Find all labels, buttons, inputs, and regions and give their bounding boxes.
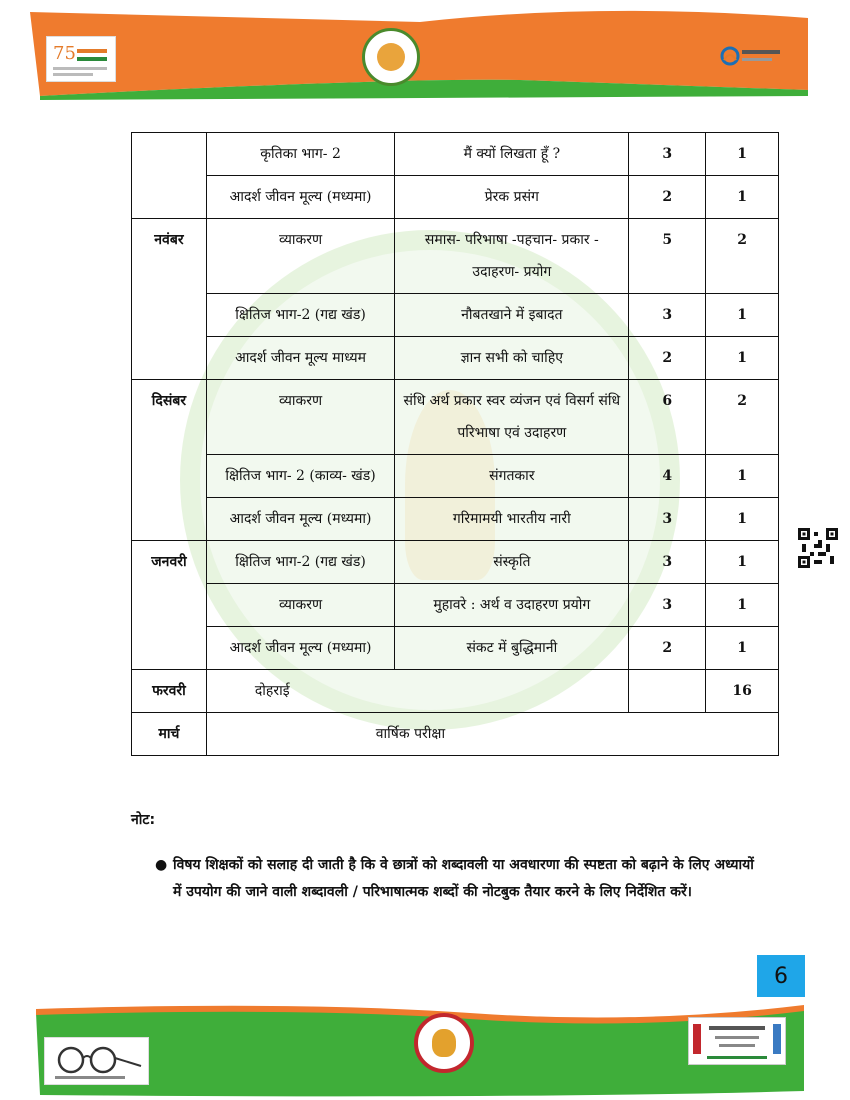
table-row-exam: [132, 713, 779, 756]
topic-cell: गरिमामयी भारतीय नारी: [395, 498, 629, 541]
right-to-education-logo: [688, 1017, 786, 1065]
book-cell: क्षितिज भाग-2 (गद्य खंड): [206, 541, 394, 584]
topic-cell: मैं क्यों लिखता हूँ ?: [395, 133, 629, 176]
book-cell: आदर्श जीवन मूल्य माध्यम: [206, 337, 394, 380]
book-cell: क्षितिज भाग-2 (गद्य खंड): [206, 294, 394, 337]
table-row: [132, 219, 779, 294]
syllabus-table: [131, 132, 779, 756]
periods-cell: 2: [629, 337, 706, 380]
marks-cell: 1: [706, 498, 779, 541]
table-row: [132, 294, 779, 337]
page-number-badge: 6: [757, 955, 805, 997]
table-row: [132, 133, 779, 176]
periods-cell: 3: [629, 541, 706, 584]
marks-cell: 1: [706, 455, 779, 498]
azadi-amrit-mahotsav-logo: [46, 36, 116, 82]
qr-code-icon: [798, 528, 838, 568]
header-banner: [0, 0, 850, 100]
marks-cell: 2: [706, 219, 779, 294]
svg-text:75: 75: [53, 43, 76, 64]
book-cell: आदर्श जीवन मूल्य (मध्यमा): [206, 176, 394, 219]
periods-cell: 3: [629, 294, 706, 337]
beti-bachao-logo: [414, 1013, 474, 1073]
topic-cell: संधि अर्थ प्रकार स्वर व्यंजन एवं विसर्ग संधि परिभाषा एवं उदाहरण: [395, 380, 629, 455]
school-board-emblem: [362, 28, 420, 86]
month-cell: [132, 133, 207, 219]
book-cell: क्षितिज भाग- 2 (काव्य- खंड): [206, 455, 394, 498]
periods-cell: 4: [629, 455, 706, 498]
exam-label: वार्षिक परीक्षा: [206, 713, 778, 756]
table-row: [132, 337, 779, 380]
topic-cell: संगतकार: [395, 455, 629, 498]
table-row: [132, 584, 779, 627]
periods-cell: 6: [629, 380, 706, 455]
periods-cell: 2: [629, 176, 706, 219]
swachh-bharat-logo: [44, 1037, 149, 1085]
month-cell: जनवरी: [132, 541, 207, 670]
marks-cell: 1: [706, 337, 779, 380]
topic-cell: मुहावरे : अर्थ व उदाहरण प्रयोग: [395, 584, 629, 627]
note-item: [155, 852, 755, 906]
month-cell: फरवरी: [132, 670, 207, 713]
note-label: नोट:: [131, 812, 156, 828]
marks-cell: 2: [706, 380, 779, 455]
table-row: [132, 498, 779, 541]
total-marks-cell: 16: [706, 670, 779, 713]
table-row-revision: [132, 670, 779, 713]
marks-cell: 1: [706, 541, 779, 584]
marks-cell: 1: [706, 133, 779, 176]
table-row: [132, 541, 779, 584]
footer-banner: [0, 995, 850, 1100]
table-row: [132, 627, 779, 670]
periods-cell: 5: [629, 219, 706, 294]
bullet-icon: ●: [155, 857, 168, 873]
topic-cell: समास- परिभाषा -पहचान- प्रकार - उदाहरण- प्रयोग: [395, 219, 629, 294]
marks-cell: 1: [706, 584, 779, 627]
revision-label: दोहराई: [206, 670, 629, 713]
periods-cell: 3: [629, 498, 706, 541]
periods-cell: 2: [629, 627, 706, 670]
month-cell: मार्च: [132, 713, 207, 756]
table-row: [132, 380, 779, 455]
book-cell: आदर्श जीवन मूल्य (मध्यमा): [206, 498, 394, 541]
digital-india-logo: [720, 42, 790, 70]
book-cell: व्याकरण: [206, 380, 394, 455]
marks-cell: 1: [706, 294, 779, 337]
table-row: [132, 455, 779, 498]
periods-cell: 3: [629, 133, 706, 176]
book-cell: व्याकरण: [206, 584, 394, 627]
note-text: विषय शिक्षकों को सलाह दी जाती है कि वे छात्रों को शब्दावली या अवधारणा की स्पष्टता को बढ़ाने के लिए अध्यायों में उपयोग की जाने वाली शब्दावली / परिभाषात्मक शब्दों की नोटबुक तैयार करने के लिए निर्देशित करें।: [173, 857, 754, 900]
book-cell: कृतिका भाग- 2: [206, 133, 394, 176]
periods-cell: 3: [629, 584, 706, 627]
topic-cell: ज्ञान सभी को चाहिए: [395, 337, 629, 380]
book-cell: आदर्श जीवन मूल्य (मध्यमा): [206, 627, 394, 670]
marks-cell: 1: [706, 176, 779, 219]
topic-cell: संकट में बुद्धिमानी: [395, 627, 629, 670]
periods-cell: [629, 670, 706, 713]
table-row: [132, 176, 779, 219]
topic-cell: प्रेरक प्रसंग: [395, 176, 629, 219]
topic-cell: संस्कृति: [395, 541, 629, 584]
month-cell: दिसंबर: [132, 380, 207, 541]
marks-cell: 1: [706, 627, 779, 670]
month-cell: नवंबर: [132, 219, 207, 380]
topic-cell: नौबतखाने में इबादत: [395, 294, 629, 337]
book-cell: व्याकरण: [206, 219, 394, 294]
